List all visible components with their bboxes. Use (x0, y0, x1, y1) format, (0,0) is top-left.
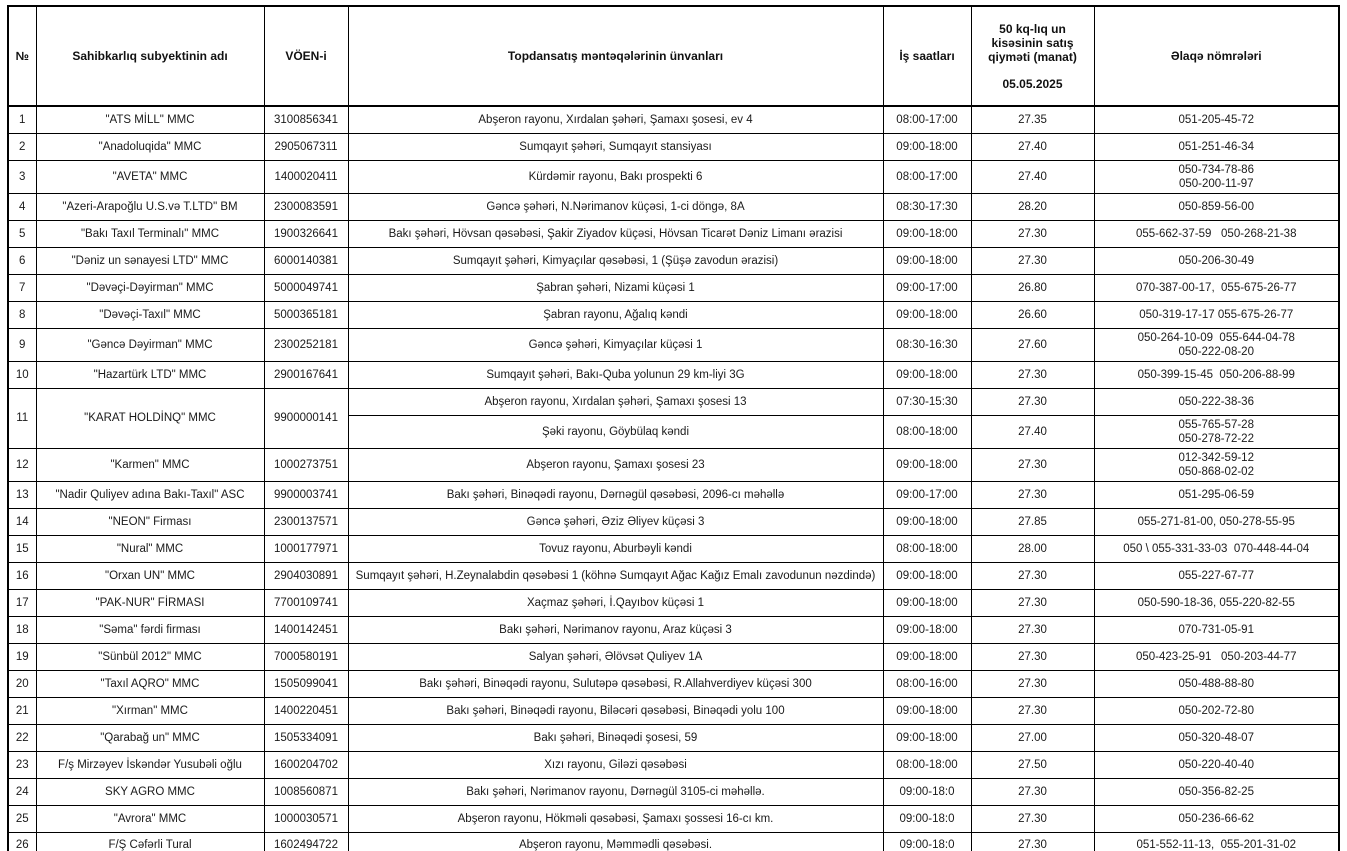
voen-cell: 7000580191 (264, 643, 348, 670)
row-number-cell: 8 (8, 301, 36, 328)
table-row (8, 697, 1339, 724)
work-hours-cell: 08:00-17:00 (883, 106, 971, 133)
contact-line: 051-251-46-34 (1178, 140, 1254, 153)
contact-line: 055-227-67-77 (1178, 569, 1254, 582)
work-hours-cell: 09:00-18:00 (883, 301, 971, 328)
table-row (8, 274, 1339, 301)
voen-cell: 2905067311 (264, 133, 348, 160)
contact-line: 050-278-72-22 (1178, 432, 1254, 445)
work-hours-cell: 08:30-16:30 (883, 328, 971, 361)
header-price-date: 05.05.2025 (1002, 76, 1063, 91)
address-cell: Abşeron rayonu, Xırdalan şəhəri, Şamaxı şosesi 13 (348, 388, 883, 415)
table-row (8, 535, 1339, 562)
row-number-cell: 24 (8, 778, 36, 805)
contact-line: 050-356-82-25 (1178, 785, 1254, 798)
row-number-cell: 4 (8, 193, 36, 220)
contacts-cell (1094, 448, 1339, 481)
contact-line: 070-731-05-91 (1178, 623, 1254, 636)
company-name-cell: "Səma" fərdi firması (36, 616, 264, 643)
voen-cell: 2300137571 (264, 508, 348, 535)
contacts-cell (1094, 193, 1339, 220)
price-cell: 26.80 (971, 274, 1094, 301)
table-row (8, 247, 1339, 274)
voen-cell: 9900000141 (264, 388, 348, 448)
table-row (8, 220, 1339, 247)
contact-line: 051-295-06-59 (1178, 488, 1254, 501)
work-hours-cell: 09:00-18:00 (883, 361, 971, 388)
work-hours-cell: 08:00-17:00 (883, 160, 971, 193)
voen-cell: 1000030571 (264, 805, 348, 832)
contacts-cell (1094, 160, 1339, 193)
company-name-cell: "Dəvəçi-Dəyirman" MMC (36, 274, 264, 301)
table-row (8, 616, 1339, 643)
company-name-cell: "Orxan UN" MMC (36, 562, 264, 589)
contact-line: 050-868-02-02 (1178, 465, 1254, 478)
work-hours-cell: 08:00-18:00 (883, 415, 971, 448)
contact-line: 055-662-37-59 050-268-21-38 (1136, 227, 1297, 240)
voen-cell: 1400220451 (264, 697, 348, 724)
contacts-cell (1094, 670, 1339, 697)
contact-line: 050-399-15-45 050-206-88-99 (1137, 368, 1295, 381)
contact-line: 050-202-72-80 (1178, 704, 1254, 717)
contacts-cell (1094, 247, 1339, 274)
contact-line: 050-320-48-07 (1178, 731, 1254, 744)
contacts-cell (1094, 508, 1339, 535)
company-name-cell: "Hazartürk LTD" MMC (36, 361, 264, 388)
work-hours-cell: 09:00-18:00 (883, 220, 971, 247)
row-number-cell: 12 (8, 448, 36, 481)
table-row (8, 724, 1339, 751)
contact-line: 051-205-45-72 (1178, 113, 1254, 126)
work-hours-cell: 09:00-18:0 (883, 832, 971, 851)
table-row (8, 589, 1339, 616)
company-name-cell: "Karmen" MMC (36, 448, 264, 481)
voen-cell: 1505099041 (264, 670, 348, 697)
table-body (8, 106, 1339, 851)
company-name-cell: "Sünbül 2012" MMC (36, 643, 264, 670)
address-cell: Salyan şəhəri, Əlövsət Quliyev 1A (348, 643, 883, 670)
row-number-cell: 6 (8, 247, 36, 274)
voen-cell: 9900003741 (264, 481, 348, 508)
company-name-cell: "Azeri-Arapoğlu U.S.və T.LTD" BM (36, 193, 264, 220)
row-number-cell: 20 (8, 670, 36, 697)
company-name-cell: SKY AGRO MMC (36, 778, 264, 805)
company-name-cell: "Gəncə Dəyirman" MMC (36, 328, 264, 361)
row-number-cell: 3 (8, 160, 36, 193)
row-number-cell: 15 (8, 535, 36, 562)
row-number-cell: 19 (8, 643, 36, 670)
company-name-cell: "Dəvəçi-Taxıl" MMC (36, 301, 264, 328)
contact-line: 050-859-56-00 (1178, 200, 1254, 213)
table-row (8, 751, 1339, 778)
row-number-cell: 14 (8, 508, 36, 535)
contacts-cell (1094, 301, 1339, 328)
contacts-cell (1094, 643, 1339, 670)
row-number-cell: 26 (8, 832, 36, 851)
contact-line: 050-220-40-40 (1178, 758, 1254, 771)
company-name-cell: "Qarabağ un" MMC (36, 724, 264, 751)
price-cell: 27.30 (971, 388, 1094, 415)
work-hours-cell: 09:00-18:00 (883, 508, 971, 535)
work-hours-cell: 09:00-18:00 (883, 616, 971, 643)
voen-cell: 1008560871 (264, 778, 348, 805)
company-name-cell: "Dəniz un sənayesi LTD" MMC (36, 247, 264, 274)
work-hours-cell: 08:00-16:00 (883, 670, 971, 697)
voen-cell: 2900167641 (264, 361, 348, 388)
voen-cell: 1602494722 (264, 832, 348, 851)
company-name-cell: "AVETA" MMC (36, 160, 264, 193)
contacts-cell (1094, 361, 1339, 388)
address-cell: Bakı şəhəri, Binəqədi şosesi, 59 (348, 724, 883, 751)
voen-cell: 2300252181 (264, 328, 348, 361)
address-cell: Şabran şəhəri, Nizami küçəsi 1 (348, 274, 883, 301)
company-name-cell: "Nadir Quliyev adına Bakı-Taxıl" ASC (36, 481, 264, 508)
address-cell: Abşeron rayonu, Şamaxı şosesi 23 (348, 448, 883, 481)
company-name-cell: F/Ş Cəfərli Tural (36, 832, 264, 851)
company-name-cell: "ATS MİLL" MMC (36, 106, 264, 133)
price-cell: 27.30 (971, 643, 1094, 670)
price-cell: 27.30 (971, 670, 1094, 697)
table-row (8, 388, 1339, 415)
contact-line: 050-264-10-09 055-644-04-78 (1137, 331, 1295, 344)
header-company-name: Sahibkarlıq subyektinin adı (36, 6, 264, 106)
address-cell: Bakı şəhəri, Binəqədi rayonu, Sulutəpə qəsəbəsi, R.Allahverdiyev küçəsi 300 (348, 670, 883, 697)
address-cell: Abşeron rayonu, Xırdalan şəhəri, Şamaxı şosesi, ev 4 (348, 106, 883, 133)
contacts-cell (1094, 535, 1339, 562)
voen-cell: 6000140381 (264, 247, 348, 274)
price-cell: 27.30 (971, 562, 1094, 589)
address-cell: Gəncə şəhəri, Əziz Əliyev küçəsi 3 (348, 508, 883, 535)
price-cell: 27.30 (971, 481, 1094, 508)
price-cell: 27.30 (971, 589, 1094, 616)
row-number-cell: 17 (8, 589, 36, 616)
address-cell: Kürdəmir rayonu, Bakı prospekti 6 (348, 160, 883, 193)
work-hours-cell: 09:00-18:00 (883, 133, 971, 160)
table-header (8, 6, 1339, 106)
contact-line: 051-552-11-13, 055-201-31-02 (1136, 839, 1297, 851)
contact-line: 050-734-78-86 (1178, 163, 1254, 176)
contacts-cell (1094, 274, 1339, 301)
contact-line: 050-222-08-20 (1178, 345, 1254, 358)
price-cell: 27.50 (971, 751, 1094, 778)
company-name-cell: "Taxıl AQRO" MMC (36, 670, 264, 697)
address-cell: Xaçmaz şəhəri, İ.Qayıbov küçəsi 1 (348, 589, 883, 616)
row-number-cell: 13 (8, 481, 36, 508)
work-hours-cell: 09:00-17:00 (883, 481, 971, 508)
company-name-cell: "Nural" MMC (36, 535, 264, 562)
contact-line: 012-342-59-12 (1178, 451, 1254, 464)
address-cell: Sumqayıt şəhəri, Bakı-Quba yolunun 29 km-liyi 3G (348, 361, 883, 388)
work-hours-cell: 09:00-17:00 (883, 274, 971, 301)
contacts-cell (1094, 697, 1339, 724)
address-cell: Bakı şəhəri, Binəqədi rayonu, Dərnəgül qəsəbəsi, 2096-cı məhəllə (348, 481, 883, 508)
address-cell: Tovuz rayonu, Aburbəyli kəndi (348, 535, 883, 562)
table-row (8, 481, 1339, 508)
contact-line: 050-222-38-36 (1178, 395, 1254, 408)
row-number-cell: 18 (8, 616, 36, 643)
contacts-cell (1094, 589, 1339, 616)
price-cell: 27.40 (971, 133, 1094, 160)
company-name-cell: "Avrora" MMC (36, 805, 264, 832)
flour-price-table (7, 5, 1340, 851)
address-cell: Bakı şəhəri, Hövsan qəsəbəsi, Şakir Ziyadov küçəsi, Hövsan Ticarət Dəniz Limanı ərazisi (348, 220, 883, 247)
contact-line: 050-590-18-36, 055-220-82-55 (1137, 596, 1295, 609)
price-cell: 26.60 (971, 301, 1094, 328)
work-hours-cell: 09:00-18:00 (883, 643, 971, 670)
contact-line: 050-236-66-62 (1178, 812, 1254, 825)
price-cell: 27.30 (971, 778, 1094, 805)
contacts-cell (1094, 481, 1339, 508)
contacts-cell (1094, 133, 1339, 160)
price-cell: 27.00 (971, 724, 1094, 751)
price-cell: 27.35 (971, 106, 1094, 133)
table-row (8, 160, 1339, 193)
header-price (971, 6, 1094, 106)
company-name-cell: "KARAT HOLDİNQ" MMC (36, 388, 264, 448)
address-cell: Xızı rayonu, Giləzi qəsəbəsi (348, 751, 883, 778)
row-number-cell: 22 (8, 724, 36, 751)
header-row (8, 6, 1339, 106)
work-hours-cell: 09:00-18:00 (883, 562, 971, 589)
price-cell: 27.40 (971, 160, 1094, 193)
row-number-cell: 1 (8, 106, 36, 133)
work-hours-cell: 09:00-18:00 (883, 724, 971, 751)
contact-line: 050-206-30-49 (1178, 254, 1254, 267)
price-cell: 27.30 (971, 448, 1094, 481)
work-hours-cell: 09:00-18:00 (883, 448, 971, 481)
contacts-cell (1094, 388, 1339, 415)
voen-cell: 3100856341 (264, 106, 348, 133)
price-cell: 27.30 (971, 247, 1094, 274)
voen-cell: 1000273751 (264, 448, 348, 481)
company-name-cell: "Anadoluqida" MMC (36, 133, 264, 160)
price-cell: 27.30 (971, 805, 1094, 832)
contacts-cell (1094, 220, 1339, 247)
table-row (8, 133, 1339, 160)
price-cell: 27.30 (971, 220, 1094, 247)
row-number-cell: 5 (8, 220, 36, 247)
header-contacts: Əlaqə nömrələri (1094, 6, 1339, 106)
address-cell: Abşeron rayonu, Məmmədli qəsəbəsi. (348, 832, 883, 851)
header-voen: VÖEN-i (264, 6, 348, 106)
address-cell: Gəncə şəhəri, N.Nərimanov küçəsi, 1-ci döngə, 8A (348, 193, 883, 220)
work-hours-cell: 09:00-18:0 (883, 778, 971, 805)
row-number-cell: 10 (8, 361, 36, 388)
header-address: Topdansatış məntəqələrinin ünvanları (348, 6, 883, 106)
header-number: № (8, 6, 36, 106)
contacts-cell (1094, 328, 1339, 361)
price-cell: 27.85 (971, 508, 1094, 535)
table-row (8, 448, 1339, 481)
voen-cell: 5000365181 (264, 301, 348, 328)
table-row (8, 508, 1339, 535)
table-row (8, 832, 1339, 851)
table-row (8, 193, 1339, 220)
company-name-cell: "Xırman" MMC (36, 697, 264, 724)
work-hours-cell: 07:30-15:30 (883, 388, 971, 415)
contacts-cell (1094, 562, 1339, 589)
address-cell: Bakı şəhəri, Binəqədi rayonu, Biləcəri qəsəbəsi, Binəqədi yolu 100 (348, 697, 883, 724)
contacts-cell (1094, 751, 1339, 778)
voen-cell: 1400020411 (264, 160, 348, 193)
table-row (8, 361, 1339, 388)
price-cell: 27.30 (971, 832, 1094, 851)
contacts-cell (1094, 415, 1339, 448)
voen-cell: 1400142451 (264, 616, 348, 643)
table-row (8, 562, 1339, 589)
voen-cell: 1505334091 (264, 724, 348, 751)
row-number-cell: 9 (8, 328, 36, 361)
row-number-cell: 16 (8, 562, 36, 589)
company-name-cell: F/ş Mirzəyev İskəndər Yusubəli oğlu (36, 751, 264, 778)
header-price-title: 50 kq-lıq un kisəsinin satış qiyməti (manat) (988, 21, 1077, 64)
header-work-hours: İş saatları (883, 6, 971, 106)
company-name-cell: "NEON" Firması (36, 508, 264, 535)
address-cell: Şabran rayonu, Ağalıq kəndi (348, 301, 883, 328)
voen-cell: 1600204702 (264, 751, 348, 778)
contact-line: 050-200-11-97 (1178, 177, 1254, 190)
table-row (8, 778, 1339, 805)
work-hours-cell: 08:00-18:00 (883, 751, 971, 778)
price-cell: 27.30 (971, 697, 1094, 724)
contact-line: 050-423-25-91 050-203-44-77 (1136, 650, 1297, 663)
price-cell: 27.40 (971, 415, 1094, 448)
contacts-cell (1094, 805, 1339, 832)
address-cell: Şəki rayonu, Göybülaq kəndi (348, 415, 883, 448)
contacts-cell (1094, 616, 1339, 643)
voen-cell: 1000177971 (264, 535, 348, 562)
voen-cell: 7700109741 (264, 589, 348, 616)
contact-line: 050 \ 055-331-33-03 070-448-44-04 (1123, 542, 1310, 555)
table-row (8, 328, 1339, 361)
work-hours-cell: 09:00-18:00 (883, 589, 971, 616)
row-number-cell: 23 (8, 751, 36, 778)
row-number-cell: 7 (8, 274, 36, 301)
price-cell: 28.20 (971, 193, 1094, 220)
address-cell: Abşeron rayonu, Hökməli qəsəbəsi, Şamaxı şossesi 16-cı km. (348, 805, 883, 832)
price-cell: 27.30 (971, 361, 1094, 388)
row-number-cell: 21 (8, 697, 36, 724)
work-hours-cell: 09:00-18:00 (883, 697, 971, 724)
address-cell: Bakı şəhəri, Nərimanov rayonu, Dərnəgül 3105-ci məhəllə. (348, 778, 883, 805)
address-cell: Gəncə şəhəri, Kimyaçılar küçəsi 1 (348, 328, 883, 361)
address-cell: Sumqayıt şəhəri, H.Zeynalabdin qəsəbəsi 1 (köhnə Sumqayıt Ağac Kağız Emalı zavodunun nəzdində) (348, 562, 883, 589)
table-row (8, 301, 1339, 328)
table-row (8, 670, 1339, 697)
address-cell: Sumqayıt şəhəri, Sumqayıt stansiyası (348, 133, 883, 160)
voen-cell: 2904030891 (264, 562, 348, 589)
contact-line: 050-488-88-80 (1178, 677, 1254, 690)
contacts-cell (1094, 778, 1339, 805)
price-cell: 28.00 (971, 535, 1094, 562)
price-cell: 27.60 (971, 328, 1094, 361)
address-cell: Sumqayıt şəhəri, Kimyaçılar qəsəbəsi, 1 (Şüşə zavodun ərazisi) (348, 247, 883, 274)
table-row (8, 106, 1339, 133)
work-hours-cell: 08:00-18:00 (883, 535, 971, 562)
company-name-cell: "PAK-NUR" FİRMASI (36, 589, 264, 616)
table-row (8, 643, 1339, 670)
table-row (8, 805, 1339, 832)
row-number-cell: 2 (8, 133, 36, 160)
address-cell: Bakı şəhəri, Nərimanov rayonu, Araz küçəsi 3 (348, 616, 883, 643)
voen-cell: 5000049741 (264, 274, 348, 301)
contacts-cell (1094, 832, 1339, 851)
voen-cell: 1900326641 (264, 220, 348, 247)
row-number-cell: 25 (8, 805, 36, 832)
contact-line: 070-387-00-17, 055-675-26-77 (1136, 281, 1297, 294)
contact-line: 050-319-17-17 055-675-26-77 (1139, 308, 1294, 321)
price-cell: 27.30 (971, 616, 1094, 643)
contacts-cell (1094, 106, 1339, 133)
company-name-cell: "Bakı Taxıl Terminalı" MMC (36, 220, 264, 247)
contact-line: 055-271-81-00, 050-278-55-95 (1137, 515, 1295, 528)
voen-cell: 2300083591 (264, 193, 348, 220)
work-hours-cell: 09:00-18:0 (883, 805, 971, 832)
work-hours-cell: 09:00-18:00 (883, 247, 971, 274)
row-number-cell: 11 (8, 388, 36, 448)
contacts-cell (1094, 724, 1339, 751)
contact-line: 055-765-57-28 (1178, 418, 1254, 431)
work-hours-cell: 08:30-17:30 (883, 193, 971, 220)
